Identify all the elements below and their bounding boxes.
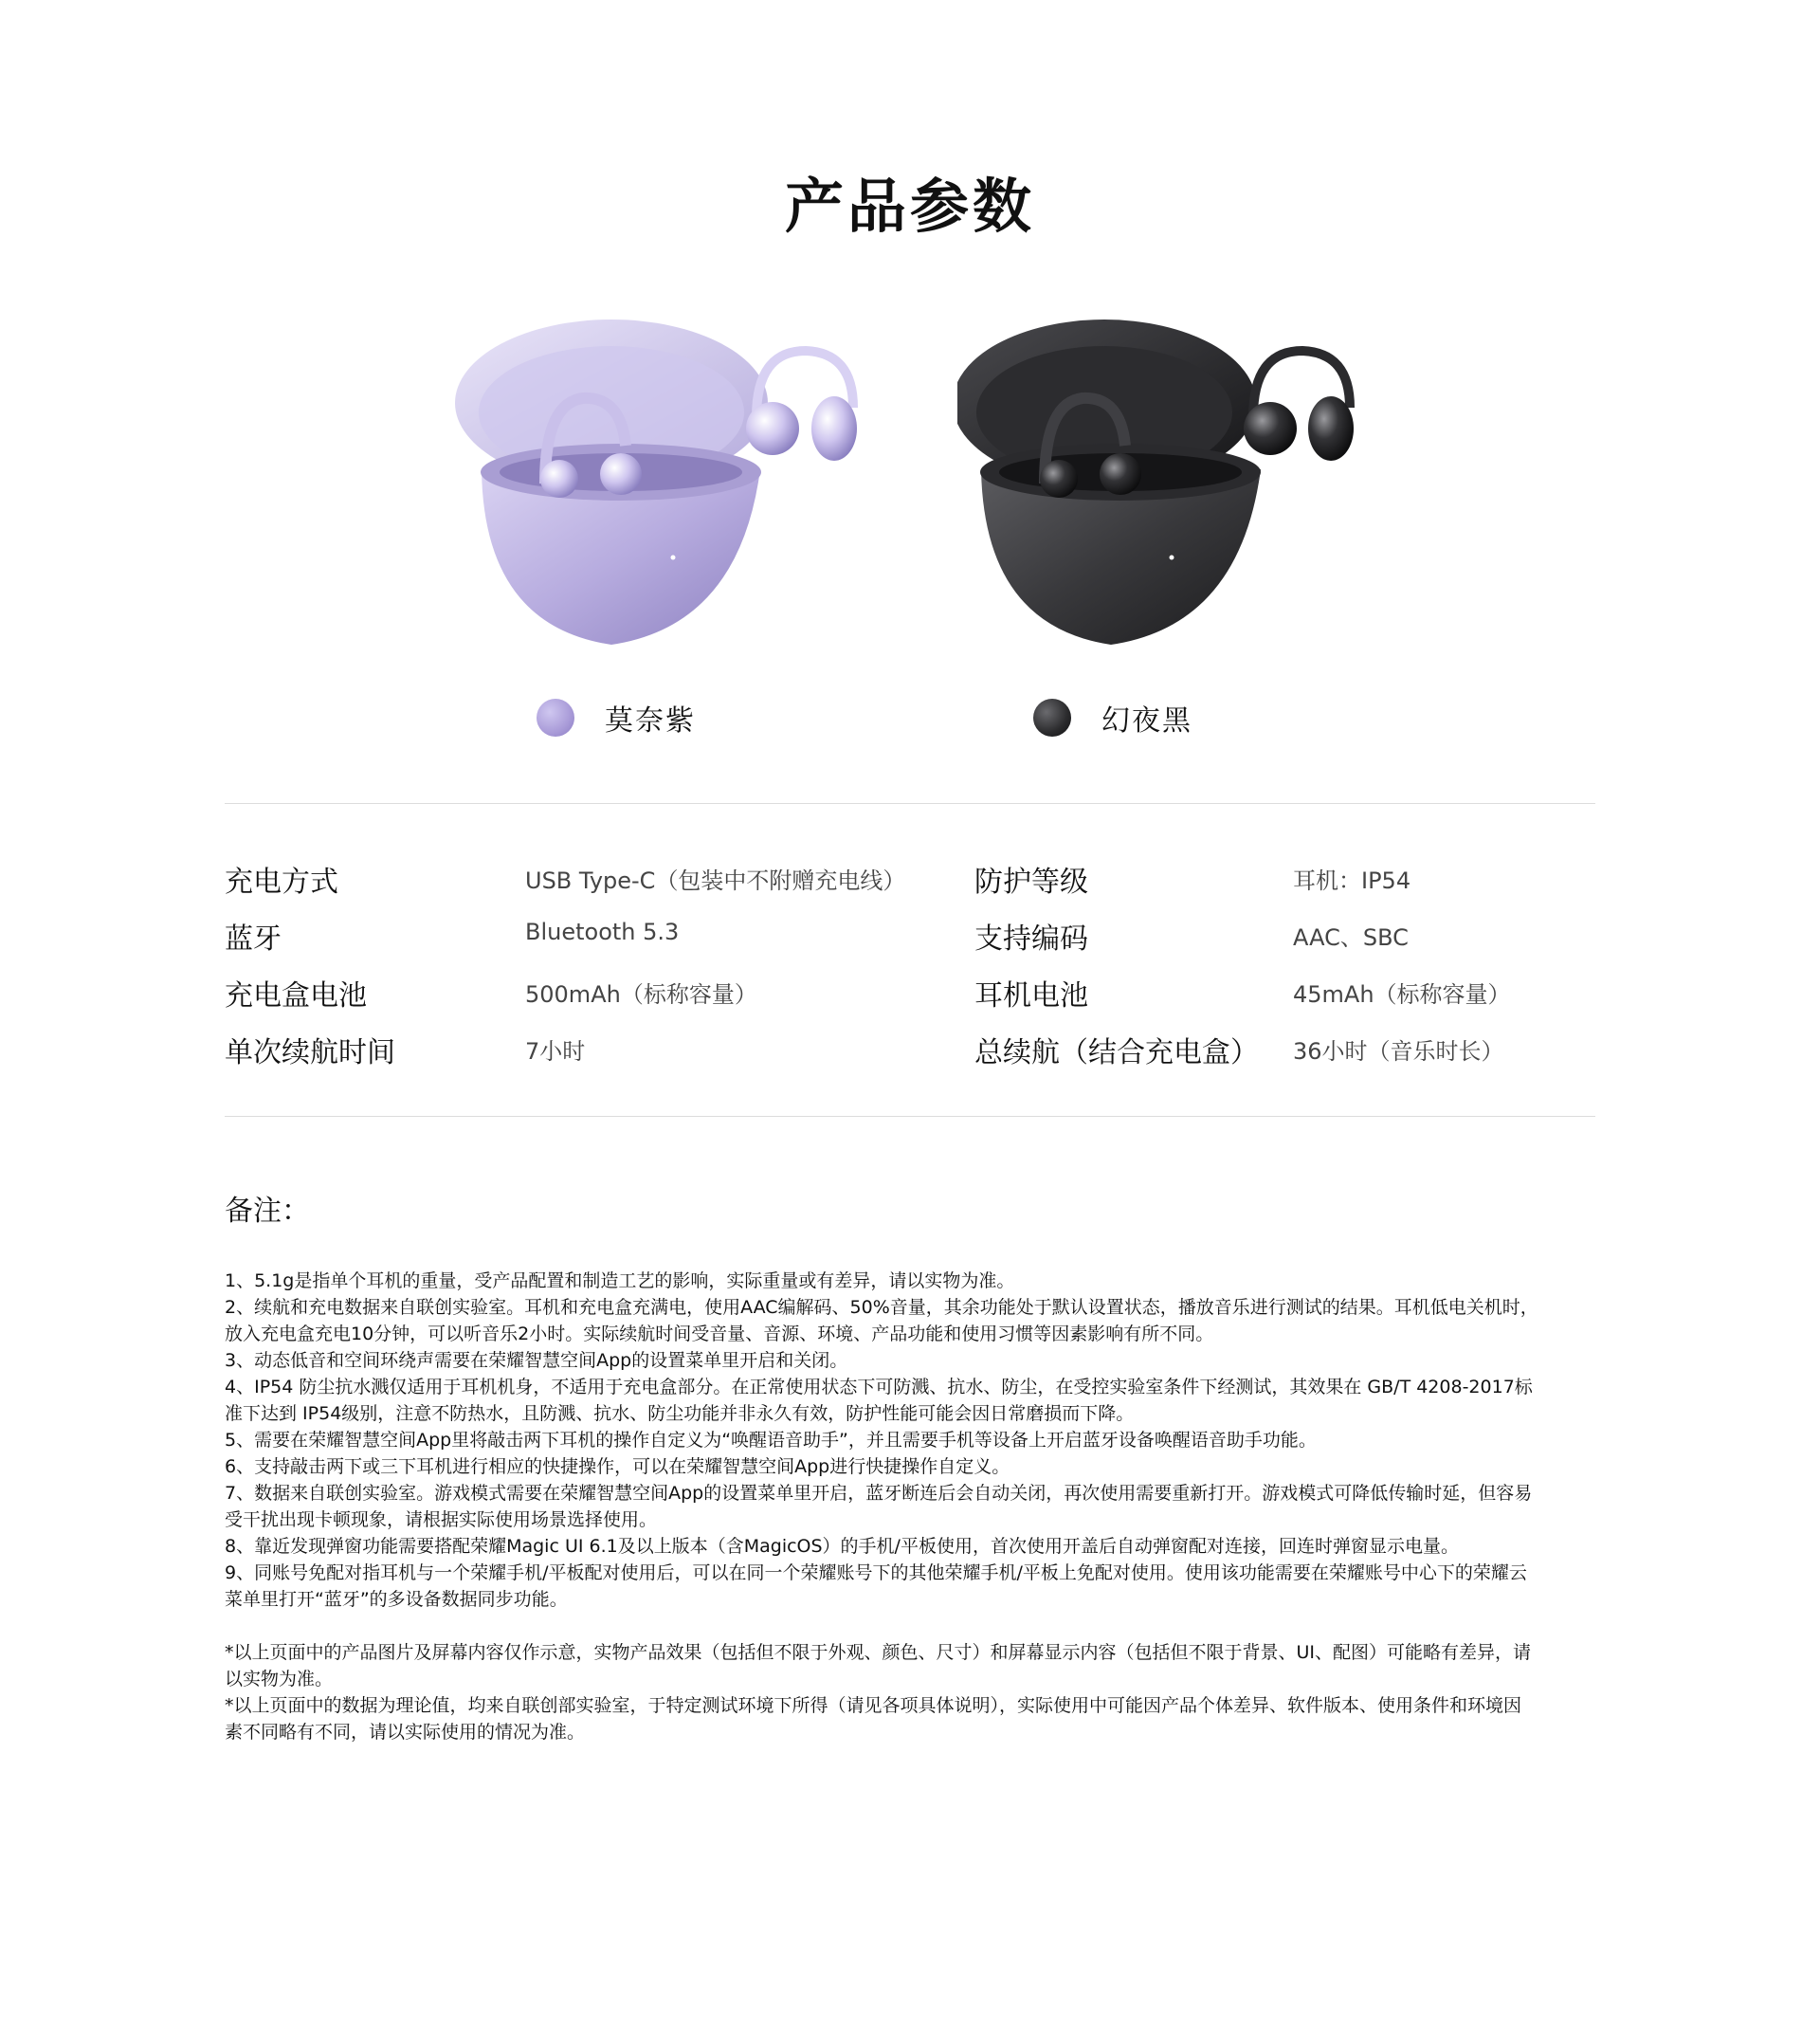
spec-label: 蓝牙 bbox=[225, 922, 282, 956]
color-option-purple bbox=[537, 696, 696, 740]
notes-heading: 备注： bbox=[225, 1195, 310, 1228]
spec-label: 支持编码 bbox=[974, 922, 1088, 956]
product-image-purple bbox=[455, 313, 910, 673]
spec-label: 充电盒电池 bbox=[225, 979, 367, 1013]
spec-value: AAC、SBC bbox=[1293, 924, 1409, 951]
note-line: 6、支持敲击两下或三下耳机进行相应的快捷操作，可以在荣耀智慧空间App进行快捷操作自定义。 bbox=[225, 1456, 1010, 1477]
note-line: 受干扰出现卡顿现象，请根据实际使用场景选择使用。 bbox=[225, 1509, 658, 1530]
divider-bottom bbox=[225, 1116, 1595, 1117]
color-option-black bbox=[1033, 696, 1192, 740]
note-line: 准下达到 IP54级别，注意不防热水，且防溅、抗水、防尘功能并非永久有效，防护性能可能会因日常磨损而下降。 bbox=[225, 1403, 1135, 1424]
spec-value: 36小时（音乐时长） bbox=[1293, 1038, 1504, 1065]
divider-top bbox=[225, 803, 1595, 804]
note-line: 1、5.1g是指单个耳机的重量，受产品配置和制造工艺的影响，实际重量或有差异，请以实物为准。 bbox=[225, 1270, 1015, 1291]
spec-row bbox=[0, 858, 1820, 905]
spec-row bbox=[0, 1029, 1820, 1076]
page-title: 产品参数 bbox=[784, 172, 1035, 241]
spec-label: 耳机电池 bbox=[974, 979, 1088, 1013]
spec-value: 45mAh（标称容量） bbox=[1293, 981, 1511, 1008]
spec-value: 耳机：IP54 bbox=[1293, 867, 1411, 894]
color-label-purple: 莫奈紫 bbox=[605, 704, 696, 738]
spec-row bbox=[0, 915, 1820, 962]
notes-list bbox=[225, 1268, 1609, 1745]
disclaimer-line: 以实物为准。 bbox=[225, 1669, 334, 1689]
note-line: 3、动态低音和空间环绕声需要在荣耀智慧空间App的设置菜单里开启和关闭。 bbox=[225, 1350, 848, 1371]
note-line: 7、数据来自联创实验室。游戏模式需要在荣耀智慧空间App的设置菜单里开启，蓝牙断连后会自动关闭，再次使用需要重新打开。游戏模式可降低传输时延，但容易 bbox=[225, 1483, 1533, 1504]
spec-value: USB Type-C（包装中不附赠充电线） bbox=[525, 867, 906, 894]
spec-row bbox=[0, 972, 1820, 1019]
disclaimer-line: *以上页面中的产品图片及屏幕内容仅作示意，实物产品效果（包括但不限于外观、颜色、尺寸）和屏幕显示内容（包括但不限于背景、UI、配图）可能略有差异，请 bbox=[225, 1642, 1532, 1663]
spec-value: 7小时 bbox=[525, 1038, 586, 1065]
spec-value: Bluetooth 5.3 bbox=[525, 919, 680, 945]
spec-label: 防护等级 bbox=[974, 866, 1088, 899]
note-line: 5、需要在荣耀智慧空间App里将敲击两下耳机的操作自定义为“唤醒语音助手”，并且需要手机等设备上开启蓝牙设备唤醒语音助手功能。 bbox=[225, 1430, 1317, 1451]
note-line: 4、IP54 防尘抗水溅仅适用于耳机机身，不适用于充电盒部分。在正常使用状态下可防溅、抗水、防尘，在受控实验室条件下经测试，其效果在 GB/T 4208-2017标 bbox=[225, 1377, 1533, 1397]
spec-value: 500mAh（标称容量） bbox=[525, 981, 757, 1008]
note-line: 放入充电盒充电10分钟，可以听音乐2小时。实际续航时间受音量、音源、环境、产品功能和使用习惯等因素影响有所不同。 bbox=[225, 1324, 1214, 1344]
product-image-black bbox=[957, 313, 1412, 673]
note-line: 2、续航和充电数据来自联创实验室。耳机和充电盒充满电，使用AAC编解码、50%音量，其余功能处于默认设置状态，播放音乐进行测试的结果。耳机低电关机时， bbox=[225, 1297, 1538, 1318]
note-line: 8、靠近发现弹窗功能需要搭配荣耀Magic UI 6.1及以上版本（含MagicOS）的手机/平板使用，首次使用开盖后自动弹窗配对连接，回连时弹窗显示电量。 bbox=[225, 1536, 1459, 1557]
disclaimer-line: *以上页面中的数据为理论值，均来自联创部实验室，于特定测试环境下所得（请见各项具体说明），实际使用中可能因产品个体差异、软件版本、使用条件和环境因 bbox=[225, 1695, 1522, 1716]
color-label-black: 幻夜黑 bbox=[1101, 704, 1192, 738]
disclaimer-line: 素不同略有不同，请以实际使用的情况为准。 bbox=[225, 1722, 586, 1743]
color-swatch-black bbox=[1033, 699, 1071, 737]
spec-label: 单次续航时间 bbox=[225, 1036, 395, 1069]
notes-spacer bbox=[225, 1613, 1609, 1639]
note-line: 9、同账号免配对指耳机与一个荣耀手机/平板配对使用后，可以在同一个荣耀账号下的其他荣耀手机/平板上免配对使用。使用该功能需要在荣耀账号中心下的荣耀云 bbox=[225, 1562, 1527, 1583]
spec-label: 总续航（结合充电盒） bbox=[974, 1036, 1259, 1069]
color-swatch-purple bbox=[537, 699, 574, 737]
note-line: 菜单里打开“蓝牙”的多设备数据同步功能。 bbox=[225, 1589, 568, 1610]
spec-label: 充电方式 bbox=[225, 866, 338, 899]
